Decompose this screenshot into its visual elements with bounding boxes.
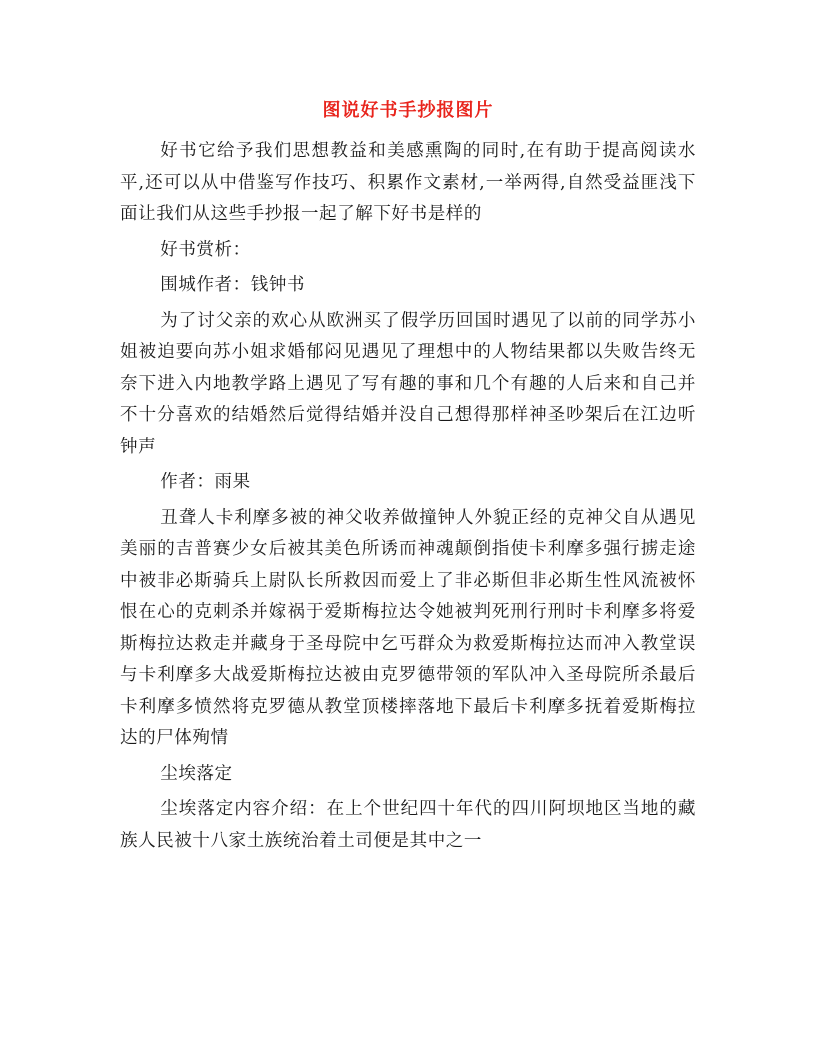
intro-paragraph: 好书它给予我们思想教益和美感熏陶的同时,在有助于提高阅读水平,还可以从中借鉴写作技巧、积累作文素材,一举两得,自然受益匪浅下面让我们从这些手抄报一起了解下好书是样的 bbox=[120, 141, 696, 224]
book-heading-red-poppies: 尘埃落定 bbox=[160, 763, 233, 784]
summary-notre-dame: 丑聋人卡利摩多被的神父收养做撞钟人外貌正经的克神父自从遇见美丽的吉普赛少女后被其美色所诱而神魂颠倒指使卡利摩多强行掳走途中被非必斯骑兵上尉队长所救因而爱上了非必斯但非必斯生性风流被怀恨在心的克刺杀并嫁祸于爱斯梅拉达令她被判死刑行刑时卡利摩多将爱斯梅拉达救走并藏身于圣母院中乞丐群众为救爱斯梅拉达而冲入教堂误与卡利摩多大战爱斯梅拉达被由克罗德带领的军队冲入圣母院所杀最后卡利摩多愤然将克罗德从教堂顶楼摔落地下最后卡利摩多抚着爱斯梅拉达的尸体殉情 bbox=[120, 507, 696, 748]
book-heading-fortress-besieged: 围城作者：钱钟书 bbox=[160, 275, 306, 295]
summary-red-poppies: 尘埃落定内容介绍：在上个世纪四十年代的四川阿坝地区当地的藏族人民被十八家土族统治着土司便是其中之一 bbox=[120, 799, 696, 851]
book-heading-hugo: 作者：雨果 bbox=[160, 472, 251, 492]
summary-fortress-besieged: 为了讨父亲的欢心从欧洲买了假学历回国时遇见了以前的同学苏小姐被迫要向苏小姐求婚郁闷见遇见了理想中的人物结果都以失败告终无奈下进入内地教学路上遇见了写有趣的事和几个有趣的人后来和自己并不十分喜欢的结婚然后觉得结婚并没自己想得那样神圣吵架后在江边听钟声 bbox=[120, 310, 696, 457]
document-body bbox=[120, 136, 696, 861]
page-title: 图说好书手抄报图片 bbox=[322, 100, 494, 121]
section-heading-book-review: 好书赏析： bbox=[160, 239, 251, 260]
